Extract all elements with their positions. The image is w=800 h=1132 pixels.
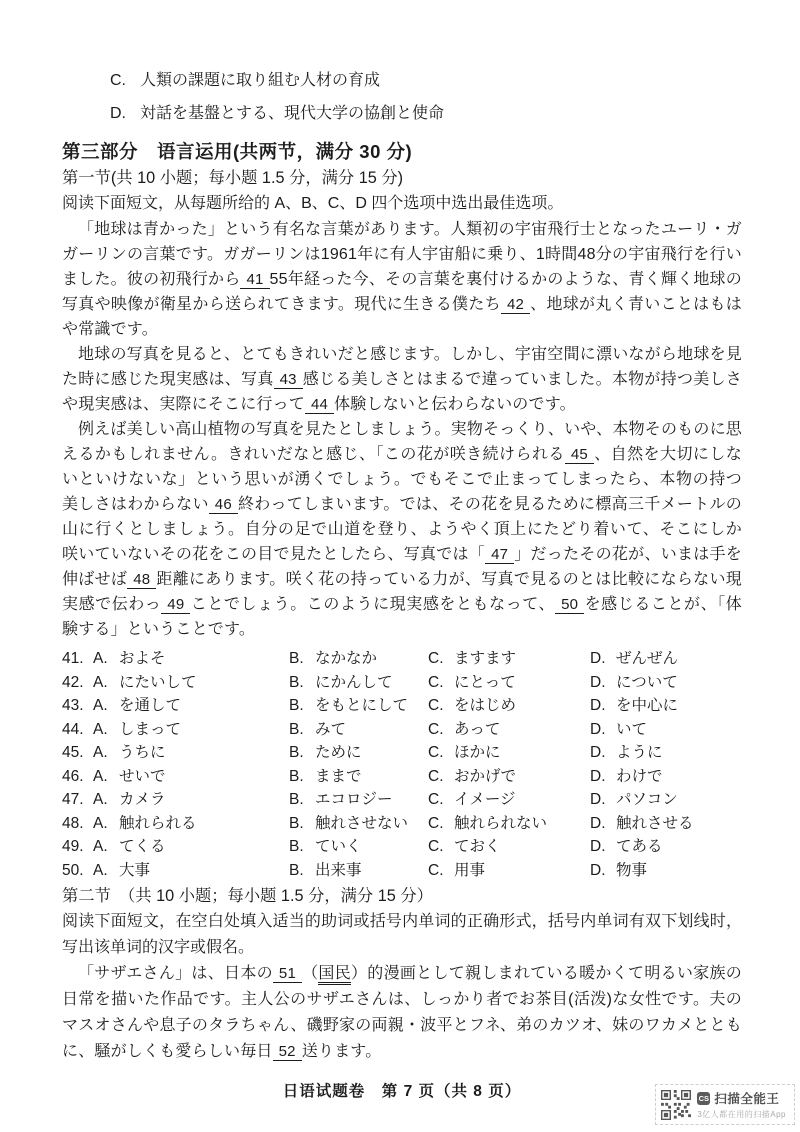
option-label: A.: [93, 697, 108, 714]
qr-code-icon: [661, 1090, 691, 1120]
option-text: をはじめ: [454, 697, 517, 714]
option-label: A.: [93, 791, 108, 808]
passage1-paragraph-2: 地球の写真を見ると、とてもきれいだと感じます。しかし、宇宙空間に漂いながら地球を見た時に感じた現実感は、写真 43 感じる美しさとはまるで違っていました。本物が持つ美しさや現実感は、実際にそこに行って 44 体験しないと伝わらないのです。: [62, 346, 742, 413]
option-label: B.: [289, 791, 304, 808]
option-text: をもとにして: [315, 697, 409, 714]
option-label: C.: [428, 697, 444, 714]
option-text: 触れられない: [454, 814, 548, 832]
option-label: B.: [289, 673, 304, 691]
part3-title: 第三部分 语言运用(共两节，满分 30 分): [62, 141, 413, 162]
option-b: [289, 835, 428, 859]
question-row: [62, 647, 742, 671]
option-label: B.: [289, 838, 304, 855]
option-label: D.: [590, 814, 606, 832]
question-row: [62, 765, 742, 789]
section1-instruction: 阅读下面短文，从每题所给的 A、B、C、D 四个选项中选出最佳选项。: [62, 195, 564, 212]
question-row: [62, 812, 742, 836]
camscanner-tagline: 3亿人都在用的扫描App: [697, 1110, 786, 1119]
option-c: [428, 694, 590, 718]
option-label: D.: [590, 720, 606, 738]
previous-question-options: [110, 64, 742, 130]
question-row: [62, 718, 742, 742]
option-d: [590, 718, 742, 742]
passage2-paragraph-1: 「サザエさん」は、日本の 51 （国民）的漫画として親しまれている暖かくて明るい家族の日常を描いた作品です。主人公のサザエさんは、しっかり者でお茶目(活泼)な女性です。夫のマスオさんや息子のタラちゃん、磯野家の両親・波平とフネ、弟のカツオ、妹のワカメとともに、騒がしくも愛らしい毎日 52 送ります。: [62, 965, 742, 1060]
option-text: イメージ: [454, 791, 516, 808]
option-text: エコロジー: [315, 791, 393, 808]
option-label: C.: [428, 720, 444, 738]
option-c: [428, 718, 590, 742]
fill-in-blank: 41: [240, 272, 269, 289]
question-row: [62, 694, 742, 718]
option-c: [428, 788, 590, 812]
option-text: ぜんぜん: [616, 650, 679, 667]
option-label: A.: [93, 814, 108, 832]
option-text: てくる: [119, 838, 166, 855]
fill-in-blank: 48: [127, 572, 156, 589]
question-row: [62, 859, 742, 883]
option-a: [93, 694, 289, 718]
question-number: 45.: [62, 744, 84, 761]
option-a: [93, 788, 289, 812]
option-text: みて: [315, 720, 347, 738]
page-footer: 日语试题卷 第 7 页（共 8 页）: [282, 1083, 522, 1100]
option-text: いて: [616, 720, 648, 738]
option-label: B.: [289, 814, 304, 832]
option-text: ために: [315, 744, 362, 761]
section1-heading: 第一节(共 10 小题；每小题 1.5 分，满分 15 分): [62, 169, 404, 187]
option-c: [428, 741, 590, 765]
option-label: A.: [93, 861, 108, 879]
question-row: [62, 788, 742, 812]
option-text: おかげで: [454, 767, 517, 785]
option-c: [428, 765, 590, 789]
option-label: D.: [590, 697, 606, 714]
option-text: せいで: [119, 767, 166, 785]
option-text: ていく: [315, 838, 362, 855]
option-label: B.: [289, 650, 304, 667]
option-text: について: [616, 673, 678, 691]
option-a: [93, 812, 289, 836]
option-label: D.: [590, 791, 606, 808]
option-text: カメラ: [119, 791, 166, 808]
passage1-paragraph-3: 例えば美しい高山植物の写真を見たとしましょう。実物そっくり、いや、本物そのものに思えるかもしれません。きれいだなと感じ、「この花が咲き続けられる 45 、自然を大切にしないといけないな」という思いが湧くでしょう。でもそこで止まってしまったら、本物の持つ美しさはわからない 46 終わってしまいます。では、その花を見るために標高三千メートルの山に行くとしましょう。自分の足で山道を登り、ようやく頂上にたどり着いて、そこにしか咲いていないその花をこの目で見たとしたら、写真では「 47 」だったその花が、いまは手を伸ばせば 48 距離にあります。咲く花の持っている力が、写真で見るのとは比較にならない現実感で伝わっ 49 ことでしょう。このように現実感をともなって、 50 を感じることが、「体験する」ということです。: [62, 421, 742, 638]
option-b: [289, 647, 428, 671]
question-row: [62, 741, 742, 765]
option-d: [590, 694, 742, 718]
option-d: [590, 765, 742, 789]
question-number: 43.: [62, 697, 84, 714]
option-text: ように: [616, 744, 663, 761]
option-text: ておく: [454, 838, 501, 855]
option-a: [93, 835, 289, 859]
option-text: あって: [454, 720, 501, 738]
fill-in-blank: 52: [273, 1044, 302, 1061]
option-text: 物事: [616, 861, 648, 879]
option-label: A.: [93, 673, 108, 691]
option-c: [428, 671, 590, 695]
option-label: A.: [93, 838, 108, 855]
option-label: C.: [428, 791, 444, 808]
option-text: なかなか: [315, 650, 378, 667]
option-label: D.: [590, 650, 606, 667]
option-label: A.: [93, 744, 108, 761]
option-label: C.: [428, 814, 444, 832]
option-c: [428, 812, 590, 836]
option-label: C.: [110, 72, 126, 89]
camscanner-app-name: 扫描全能王: [714, 1092, 780, 1106]
option-text: およそ: [119, 650, 166, 667]
fill-in-blank: 45: [565, 447, 594, 464]
option-b: [289, 741, 428, 765]
option-text: を中心に: [616, 697, 679, 714]
option-label: C.: [428, 650, 444, 667]
question-number: 49.: [62, 838, 84, 855]
camscanner-logo-icon: CS: [698, 1093, 710, 1103]
option-text: わけで: [616, 767, 663, 785]
option-text: を通して: [119, 697, 182, 714]
option-label: D.: [590, 767, 606, 785]
questions-list: [62, 647, 742, 882]
option-d: [590, 859, 742, 883]
option-label: B.: [289, 720, 304, 738]
option-d: [590, 741, 742, 765]
option-b: [289, 859, 428, 883]
option-a: [93, 647, 289, 671]
option-a: [93, 671, 289, 695]
question-number: 48.: [62, 814, 84, 832]
fill-in-blank: 47: [485, 547, 514, 564]
option-text: ますます: [454, 650, 517, 667]
option-text: パソコン: [616, 791, 678, 808]
option-text: 用事: [454, 861, 486, 879]
option-label: B.: [289, 861, 304, 879]
question-row: [62, 835, 742, 859]
option-label: A.: [93, 720, 108, 738]
fill-in-blank: 51: [273, 966, 302, 983]
option-label: D.: [590, 744, 606, 761]
option-c: [428, 647, 590, 671]
option-text: しまって: [119, 720, 182, 738]
question-number: 47.: [62, 791, 84, 808]
section2-instruction: 阅读下面短文，在空白处填入适当的助词或括号内单词的正确形式，括号内单词有双下划线时，写出该单词的汉字或假名。: [62, 913, 742, 956]
option-a: [93, 741, 289, 765]
option-a: [93, 859, 289, 883]
option-line-d: [110, 97, 742, 130]
option-text: にたいして: [119, 673, 197, 691]
option-d: [590, 647, 742, 671]
option-text: にとって: [454, 673, 516, 691]
question-number: 42.: [62, 673, 84, 691]
option-text: 触れさせる: [616, 814, 694, 832]
option-a: [93, 765, 289, 789]
option-line-c: [110, 64, 742, 97]
option-text: 人類の課題に取り組む人材の育成: [140, 72, 381, 89]
option-d: [590, 812, 742, 836]
option-b: [289, 788, 428, 812]
question-row: [62, 671, 742, 695]
option-d: [590, 788, 742, 812]
question-number: 41.: [62, 650, 84, 667]
option-label: B.: [289, 697, 304, 714]
question-number: 46.: [62, 767, 84, 785]
option-b: [289, 694, 428, 718]
option-label: A.: [93, 767, 108, 785]
option-b: [289, 765, 428, 789]
option-label: D.: [590, 861, 606, 879]
option-label: B.: [289, 744, 304, 761]
double-underlined-word: 国民: [318, 965, 351, 985]
passage1-paragraph-1: 「地球は青かった」という有名な言葉があります。人類初の宇宙飛行士となったユーリ・ガガーリンの言葉です。ガガーリンは1961年に有人宇宙船に乗り、1時間48分の宇宙飛行を行いました。彼の初飛行から 41 55年経った今、その言葉を裏付けるかのような、青く輝く地球の写真や映像が衛星から送られてきます。現代に生きる僕たち 42 、地球が丸く青いことはもはや常識です。: [62, 221, 742, 338]
fill-in-blank: 50: [555, 597, 584, 614]
option-text: 触れられる: [119, 814, 197, 832]
option-label: D.: [590, 673, 606, 691]
fill-in-blank: 49: [161, 597, 190, 614]
question-number: 50.: [62, 861, 84, 879]
option-label: C.: [428, 838, 444, 855]
option-text: 大事: [119, 861, 151, 879]
option-text: 出来事: [315, 861, 362, 879]
option-text: ままで: [315, 767, 362, 785]
fill-in-blank: 43: [274, 372, 303, 389]
option-text: にかんして: [315, 673, 393, 691]
option-b: [289, 671, 428, 695]
fill-in-blank: 42: [501, 297, 530, 314]
option-b: [289, 812, 428, 836]
fill-in-blank: 44: [305, 397, 334, 414]
option-label: D.: [590, 838, 606, 855]
option-c: [428, 859, 590, 883]
camscanner-watermark: [655, 1084, 795, 1125]
option-b: [289, 718, 428, 742]
option-text: ほかに: [454, 744, 501, 761]
option-label: B.: [289, 767, 304, 785]
option-d: [590, 671, 742, 695]
option-label: C.: [428, 744, 444, 761]
option-label: D.: [110, 105, 126, 122]
fill-in-blank: 46: [209, 497, 238, 514]
option-c: [428, 835, 590, 859]
option-label: A.: [93, 650, 108, 667]
option-label: C.: [428, 767, 444, 785]
option-d: [590, 835, 742, 859]
option-text: てある: [616, 838, 663, 855]
option-text: 触れさせない: [315, 814, 409, 832]
question-number: 44.: [62, 720, 84, 738]
option-text: 対話を基盤とする、現代大学の協創と使命: [140, 105, 445, 122]
option-a: [93, 718, 289, 742]
option-label: C.: [428, 861, 444, 879]
option-text: うちに: [119, 744, 166, 761]
option-label: C.: [428, 673, 444, 691]
section2-heading: 第二节 （共 10 小题；每小题 1.5 分，满分 15 分）: [62, 887, 433, 905]
